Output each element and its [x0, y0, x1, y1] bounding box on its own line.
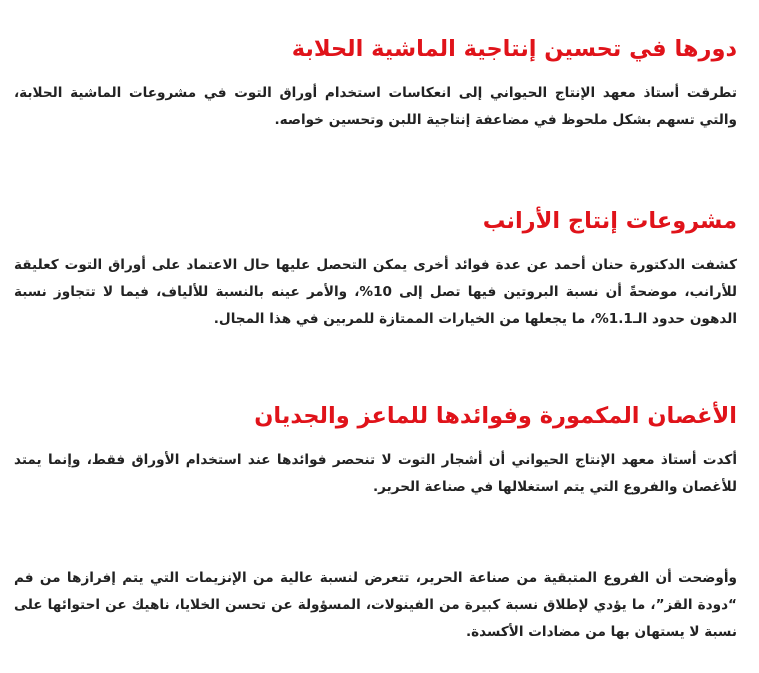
section-paragraph: وأوضحت أن الفروع المتبقية من صناعة الحرير، تتعرض لنسبة عالية من الإنزيمات التي يتم إفرازها من فم “دودة القز”، ما يؤدي لإطلاق نسبة كبيرة من الفينولات، المسؤولة عن تحسن الخلايا، ناهيك عن احتوائها على نسبة لا يستهان بها من مضادات الأكسدة. [14, 570, 737, 640]
section-dairy-livestock [14, 34, 737, 134]
section-paragraph: كشفت الدكتورة حنان أحمد عن عدة فوائد أخرى يمكن التحصل عليها حال الاعتماد على أوراق التوت كعليقة للأرانب، موضحةً أن نسبة البروتين فيها تصل إلى 10%، والأمر عينه بالنسبة للألياف، فيما لا تتجاوز نسبة الدهون حدود الـ1.1%، ما يجعلها من الخيارات الممتازة للمربين في هذا المجال. [14, 257, 738, 327]
section-heading: مشروعات إنتاج الأرانب [482, 208, 737, 234]
section-rabbit-production [14, 206, 737, 333]
section-silk-industry-branches [14, 565, 737, 646]
section-heading: الأغصان المكمورة وفوائدها للماعز والجديان [254, 403, 737, 429]
section-fermented-branches [14, 401, 737, 501]
section-paragraph: أكدت أستاذ معهد الإنتاج الحيواني أن أشجار التوت لا تنحصر فوائدها عند استخدام الأوراق فقط، وإنما يمتد للأغصان والفروع التي يتم استغلالها في صناعة الحرير. [14, 452, 737, 495]
section-heading: دورها في تحسين إنتاجية الماشية الحلابة [291, 36, 737, 62]
section-paragraph: تطرقت أستاذ معهد الإنتاج الحيواني إلى انعكاسات استخدام أوراق التوت في مشروعات الماشية الحلابة، والتي تسهم بشكل ملحوظ في مضاعفة إنتاجية اللبن وتحسين خواصه. [14, 85, 737, 128]
